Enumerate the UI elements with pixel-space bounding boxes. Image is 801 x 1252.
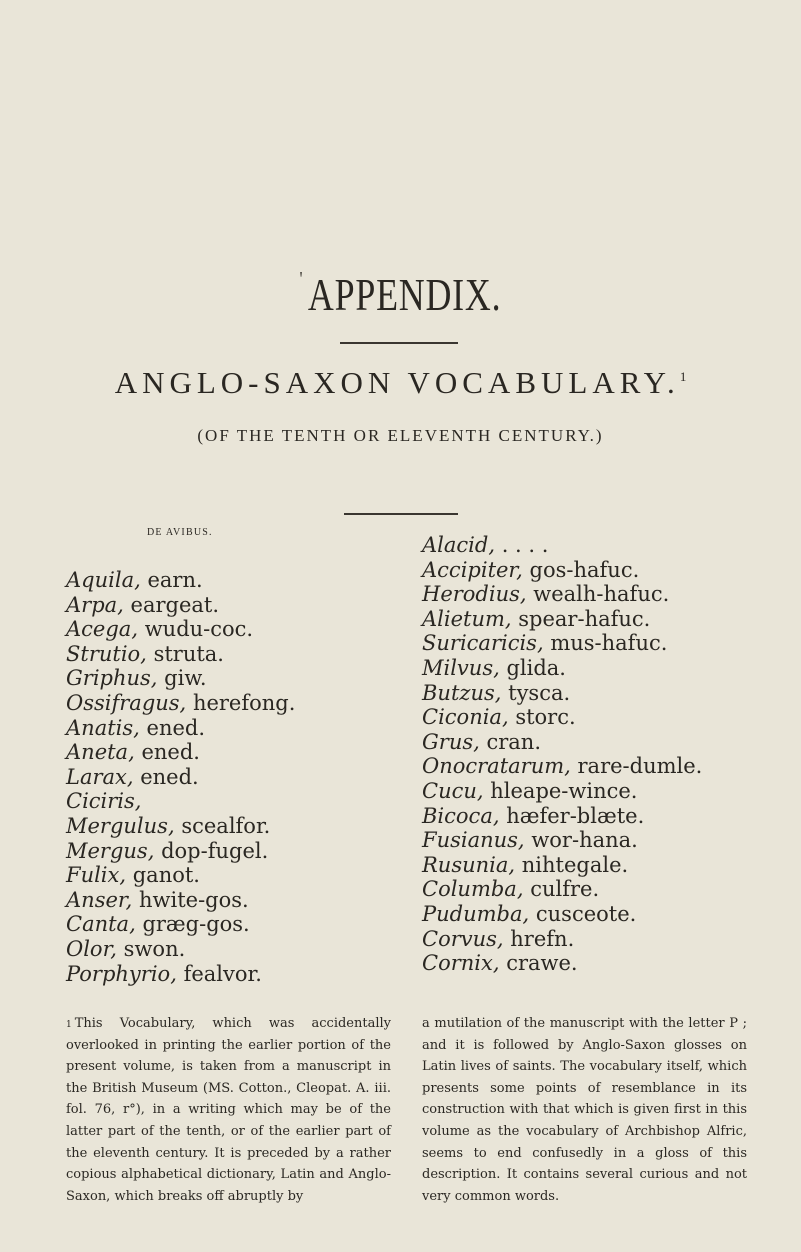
appendix-title-text: APPENDIX. bbox=[307, 269, 502, 320]
latin-term: Mergulus, bbox=[66, 814, 175, 838]
entry bbox=[66, 939, 185, 960]
entry bbox=[66, 742, 200, 763]
entry bbox=[422, 680, 571, 705]
footnote-right bbox=[422, 1013, 747, 1207]
entry bbox=[66, 865, 200, 886]
saxon-gloss: cran. bbox=[486, 729, 542, 754]
latin-term: Cornix, bbox=[422, 951, 500, 976]
saxon-gloss: ened. bbox=[140, 764, 199, 789]
latin-term: Acega, bbox=[66, 617, 138, 642]
saxon-gloss: cusceote. bbox=[535, 902, 637, 926]
entry bbox=[422, 926, 575, 951]
latin-term: Fulix, bbox=[66, 863, 127, 888]
entry bbox=[66, 791, 141, 812]
entry bbox=[422, 606, 651, 631]
saxon-gloss: crawe. bbox=[506, 951, 578, 976]
saxon-gloss: mus-hafuc. bbox=[550, 631, 668, 656]
latin-term: Mergus, bbox=[66, 838, 155, 863]
entry bbox=[66, 816, 270, 837]
divider-rule-bottom bbox=[344, 513, 458, 515]
saxon-gloss: nihtegale. bbox=[521, 852, 629, 877]
saxon-gloss: wealh-hafuc. bbox=[533, 582, 670, 607]
saxon-gloss: eargeat. bbox=[130, 592, 220, 617]
saxon-gloss: culfre. bbox=[530, 877, 600, 902]
entry bbox=[422, 707, 576, 728]
vocabulary-title-text: ANGLO-SAXON VOCABULARY. bbox=[114, 365, 680, 400]
latin-term: Ciconia, bbox=[422, 705, 509, 730]
saxon-gloss: . . . . bbox=[501, 533, 549, 557]
entry bbox=[66, 570, 203, 591]
saxon-gloss: græg-gos. bbox=[142, 912, 250, 937]
latin-term: Porphyrio, bbox=[66, 961, 177, 986]
saxon-gloss: wor-hana. bbox=[531, 828, 638, 853]
entry bbox=[422, 803, 645, 828]
entry bbox=[66, 592, 220, 617]
stray-mark: ' bbox=[299, 268, 304, 290]
entry bbox=[66, 914, 250, 935]
entry bbox=[422, 852, 629, 877]
saxon-gloss: hleape-wince. bbox=[490, 779, 638, 803]
entry bbox=[66, 668, 207, 689]
footnote-left-text: This Vocabulary, which was accidentally overlooked in printing the earlier portion of the present volume, is taken from a manuscript in the British Museum (MS. Cotton., Cleopat. A. iii. fol. 76, r°), in a writing which may be of the latter part of the tenth, or of the earlier part of the eleventh century. It is preceded by a rather copious alphabetical dictionary, Latin and Anglo-Saxon, which breaks off abruptly by bbox=[66, 1016, 391, 1204]
saxon-gloss: hrefn. bbox=[510, 926, 575, 951]
saxon-gloss: fealvor. bbox=[183, 961, 262, 986]
entry bbox=[66, 961, 262, 986]
section-heading: DE AVIBUS. bbox=[147, 527, 213, 538]
entry bbox=[422, 584, 669, 605]
entry bbox=[66, 641, 224, 666]
entry bbox=[66, 619, 253, 640]
footnote-marker: 1 bbox=[66, 1020, 72, 1030]
saxon-gloss: earn. bbox=[147, 568, 203, 592]
latin-term: Accipiter, bbox=[422, 557, 523, 582]
saxon-gloss: giw. bbox=[164, 666, 207, 691]
entry bbox=[66, 887, 249, 912]
latin-term: Cucu, bbox=[422, 779, 484, 803]
latin-term: Corvus, bbox=[422, 926, 504, 951]
entry bbox=[66, 838, 269, 863]
saxon-gloss: gos-hafuc. bbox=[529, 557, 640, 582]
entry bbox=[422, 729, 542, 754]
latin-term: Strutio, bbox=[66, 641, 147, 666]
entry bbox=[66, 715, 206, 740]
saxon-gloss: swon. bbox=[123, 937, 186, 961]
latin-term: Canta, bbox=[66, 912, 136, 937]
entry bbox=[422, 781, 638, 802]
latin-term: Anatis, bbox=[66, 715, 140, 740]
latin-term: Larax, bbox=[66, 764, 134, 789]
latin-term: Aquila, bbox=[66, 568, 141, 592]
entry bbox=[422, 535, 548, 556]
latin-term: Milvus, bbox=[422, 656, 500, 680]
latin-term: Arpa, bbox=[66, 592, 124, 617]
saxon-gloss: spear-hafuc. bbox=[518, 606, 651, 631]
saxon-gloss: struta. bbox=[153, 641, 224, 666]
footnote-left bbox=[66, 1013, 391, 1207]
footnote-ref: 1 bbox=[679, 369, 687, 384]
entry bbox=[422, 756, 702, 777]
divider-rule-top bbox=[340, 342, 458, 344]
latin-term: Ossifragus, bbox=[66, 691, 187, 715]
latin-term: Pudumba, bbox=[422, 902, 530, 926]
saxon-gloss: hæfer-blæte. bbox=[506, 803, 645, 828]
vocabulary-title bbox=[0, 365, 801, 401]
saxon-gloss: storc. bbox=[515, 705, 576, 730]
latin-term: Aneta, bbox=[66, 740, 135, 765]
latin-term: Suricaricis, bbox=[422, 631, 544, 656]
latin-term: Alacid, bbox=[422, 533, 495, 557]
latin-term: Grus, bbox=[422, 729, 480, 754]
century-subtitle bbox=[0, 426, 801, 446]
latin-term: Anser, bbox=[66, 887, 133, 912]
latin-term: Ciciris, bbox=[66, 789, 142, 814]
saxon-gloss: ened. bbox=[141, 740, 200, 765]
entry bbox=[422, 904, 636, 925]
latin-term: Griphus, bbox=[66, 666, 158, 691]
appendix-title bbox=[88, 268, 713, 321]
latin-term: Olor, bbox=[66, 937, 117, 961]
latin-term: Rusunia, bbox=[422, 852, 516, 877]
entry bbox=[422, 633, 667, 654]
century-subtitle-text: (OF THE TENTH OR ELEVENTH CENTURY.) bbox=[197, 426, 604, 445]
latin-term: Columba, bbox=[422, 877, 524, 902]
saxon-gloss: glida. bbox=[506, 656, 566, 680]
saxon-gloss: scealfor. bbox=[181, 814, 271, 838]
saxon-gloss: hwite-gos. bbox=[139, 887, 249, 912]
entry bbox=[66, 764, 199, 789]
saxon-gloss: wudu-coc. bbox=[144, 617, 254, 642]
latin-term: Herodius, bbox=[422, 582, 527, 607]
latin-term: Onocratarum, bbox=[422, 754, 571, 779]
saxon-gloss: ened. bbox=[146, 715, 206, 740]
latin-term: Alietum, bbox=[422, 606, 512, 631]
footnote-right-text: a mutilation of the manuscript with the letter P ; and it is followed by Anglo-Saxon glosses on Latin lives of saints. The vocabulary itself, which presents some points of resemblance in its construction with that which is given first in this volume as the vocabulary of Archbishop Alfric, seems to end confusedly in a gloss of this description. It contains several curious and not very common words. bbox=[422, 1016, 747, 1204]
entry bbox=[66, 693, 295, 714]
latin-term: Fusianus, bbox=[422, 828, 525, 853]
saxon-gloss: rare-dumle. bbox=[577, 754, 703, 779]
saxon-gloss: ganot. bbox=[132, 863, 200, 888]
entry bbox=[422, 830, 638, 851]
saxon-gloss: tysca. bbox=[508, 680, 571, 705]
latin-term: Bicoca, bbox=[422, 803, 500, 828]
entry bbox=[422, 953, 578, 974]
saxon-gloss: herefong. bbox=[192, 691, 296, 715]
entry bbox=[422, 658, 566, 679]
saxon-gloss: dop-fugel. bbox=[161, 838, 269, 863]
entry bbox=[422, 557, 640, 582]
entry bbox=[422, 879, 599, 900]
latin-term: Butzus, bbox=[422, 680, 502, 705]
